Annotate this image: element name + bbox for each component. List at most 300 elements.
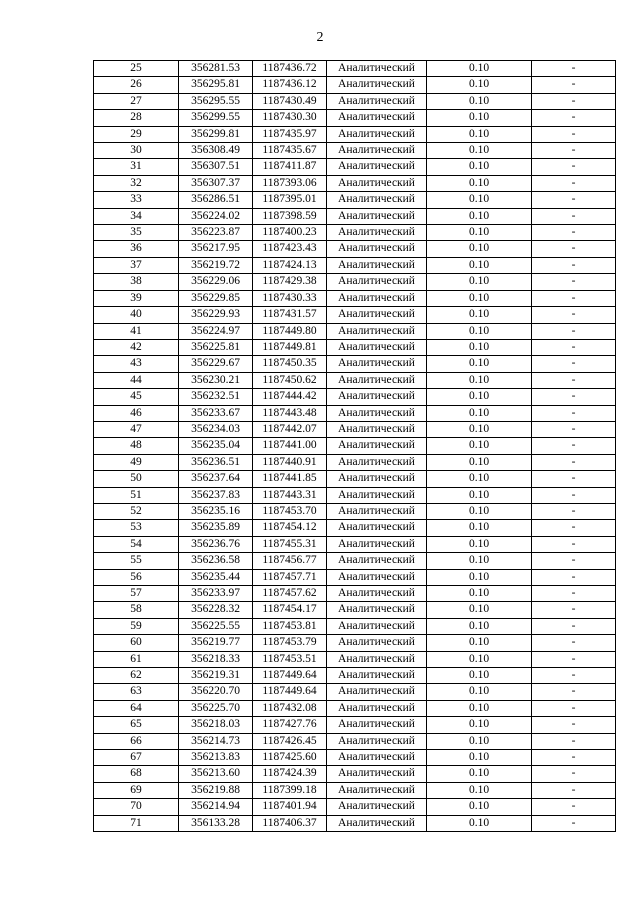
point-number-cell: 36 [94, 241, 179, 257]
table-row [94, 569, 616, 585]
description-cell: - [532, 553, 616, 569]
error-cell: 0.10 [427, 487, 532, 503]
description-cell: - [532, 274, 616, 290]
error-cell: 0.10 [427, 471, 532, 487]
y-coordinate-cell: 1187426.45 [253, 733, 327, 749]
y-coordinate-cell: 1187430.49 [253, 93, 327, 109]
x-coordinate-cell: 356223.87 [179, 225, 253, 241]
table-row [94, 471, 616, 487]
y-coordinate-cell: 1187450.35 [253, 356, 327, 372]
table-row [94, 487, 616, 503]
y-coordinate-cell: 1187442.07 [253, 421, 327, 437]
method-cell: Аналитический [327, 290, 427, 306]
method-cell: Аналитический [327, 225, 427, 241]
description-cell: - [532, 635, 616, 651]
table-row [94, 208, 616, 224]
table-row [94, 766, 616, 782]
point-number-cell: 57 [94, 586, 179, 602]
point-number-cell: 28 [94, 110, 179, 126]
error-cell: 0.10 [427, 389, 532, 405]
table-row [94, 618, 616, 634]
x-coordinate-cell: 356235.44 [179, 569, 253, 585]
description-cell: - [532, 159, 616, 175]
point-number-cell: 32 [94, 175, 179, 191]
method-cell: Аналитический [327, 536, 427, 552]
point-number-cell: 42 [94, 339, 179, 355]
y-coordinate-cell: 1187449.64 [253, 668, 327, 684]
table-row [94, 126, 616, 142]
error-cell: 0.10 [427, 651, 532, 667]
table-row [94, 536, 616, 552]
error-cell: 0.10 [427, 93, 532, 109]
x-coordinate-cell: 356214.94 [179, 799, 253, 815]
x-coordinate-cell: 356224.02 [179, 208, 253, 224]
method-cell: Аналитический [327, 389, 427, 405]
point-number-cell: 40 [94, 307, 179, 323]
method-cell: Аналитический [327, 61, 427, 77]
point-number-cell: 51 [94, 487, 179, 503]
description-cell: - [532, 684, 616, 700]
description-cell: - [532, 143, 616, 159]
point-number-cell: 62 [94, 668, 179, 684]
description-cell: - [532, 520, 616, 536]
description-cell: - [532, 61, 616, 77]
point-number-cell: 29 [94, 126, 179, 142]
x-coordinate-cell: 356233.67 [179, 405, 253, 421]
method-cell: Аналитический [327, 700, 427, 716]
x-coordinate-cell: 356230.21 [179, 372, 253, 388]
error-cell: 0.10 [427, 356, 532, 372]
description-cell: - [532, 356, 616, 372]
x-coordinate-cell: 356224.97 [179, 323, 253, 339]
method-cell: Аналитический [327, 668, 427, 684]
method-cell: Аналитический [327, 274, 427, 290]
table-row [94, 192, 616, 208]
error-cell: 0.10 [427, 815, 532, 831]
description-cell: - [532, 487, 616, 503]
x-coordinate-cell: 356236.58 [179, 553, 253, 569]
error-cell: 0.10 [427, 290, 532, 306]
table-row [94, 372, 616, 388]
description-cell: - [532, 389, 616, 405]
description-cell: - [532, 192, 616, 208]
y-coordinate-cell: 1187455.31 [253, 536, 327, 552]
table-row [94, 602, 616, 618]
method-cell: Аналитический [327, 208, 427, 224]
error-cell: 0.10 [427, 750, 532, 766]
error-cell: 0.10 [427, 126, 532, 142]
method-cell: Аналитический [327, 799, 427, 815]
y-coordinate-cell: 1187454.17 [253, 602, 327, 618]
table-row [94, 257, 616, 273]
description-cell: - [532, 766, 616, 782]
y-coordinate-cell: 1187443.31 [253, 487, 327, 503]
method-cell: Аналитический [327, 553, 427, 569]
x-coordinate-cell: 356234.03 [179, 421, 253, 437]
method-cell: Аналитический [327, 651, 427, 667]
point-number-cell: 48 [94, 438, 179, 454]
table-row [94, 290, 616, 306]
table-row [94, 77, 616, 93]
y-coordinate-cell: 1187453.70 [253, 503, 327, 519]
error-cell: 0.10 [427, 602, 532, 618]
page-number: 2 [316, 30, 324, 45]
method-cell: Аналитический [327, 192, 427, 208]
x-coordinate-cell: 356235.04 [179, 438, 253, 454]
method-cell: Аналитический [327, 503, 427, 519]
table-row [94, 307, 616, 323]
method-cell: Аналитический [327, 323, 427, 339]
point-number-cell: 59 [94, 618, 179, 634]
x-coordinate-cell: 356213.60 [179, 766, 253, 782]
x-coordinate-cell: 356229.85 [179, 290, 253, 306]
x-coordinate-cell: 356299.81 [179, 126, 253, 142]
error-cell: 0.10 [427, 61, 532, 77]
description-cell: - [532, 618, 616, 634]
y-coordinate-cell: 1187435.97 [253, 126, 327, 142]
method-cell: Аналитический [327, 733, 427, 749]
x-coordinate-cell: 356236.76 [179, 536, 253, 552]
description-cell: - [532, 93, 616, 109]
error-cell: 0.10 [427, 635, 532, 651]
table-row [94, 717, 616, 733]
error-cell: 0.10 [427, 684, 532, 700]
error-cell: 0.10 [427, 454, 532, 470]
y-coordinate-cell: 1187450.62 [253, 372, 327, 388]
x-coordinate-cell: 356299.55 [179, 110, 253, 126]
point-number-cell: 69 [94, 782, 179, 798]
method-cell: Аналитический [327, 487, 427, 503]
point-number-cell: 26 [94, 77, 179, 93]
x-coordinate-cell: 356228.32 [179, 602, 253, 618]
method-cell: Аналитический [327, 175, 427, 191]
table-row [94, 93, 616, 109]
x-coordinate-cell: 356232.51 [179, 389, 253, 405]
description-cell: - [532, 815, 616, 831]
table-row [94, 668, 616, 684]
point-number-cell: 58 [94, 602, 179, 618]
point-number-cell: 25 [94, 61, 179, 77]
error-cell: 0.10 [427, 257, 532, 273]
description-cell: - [532, 257, 616, 273]
error-cell: 0.10 [427, 143, 532, 159]
point-number-cell: 41 [94, 323, 179, 339]
error-cell: 0.10 [427, 307, 532, 323]
table-row [94, 61, 616, 77]
method-cell: Аналитический [327, 684, 427, 700]
description-cell: - [532, 110, 616, 126]
y-coordinate-cell: 1187432.08 [253, 700, 327, 716]
y-coordinate-cell: 1187456.77 [253, 553, 327, 569]
method-cell: Аналитический [327, 717, 427, 733]
error-cell: 0.10 [427, 192, 532, 208]
error-cell: 0.10 [427, 208, 532, 224]
method-cell: Аналитический [327, 339, 427, 355]
x-coordinate-cell: 356217.95 [179, 241, 253, 257]
table-row [94, 782, 616, 798]
y-coordinate-cell: 1187449.81 [253, 339, 327, 355]
method-cell: Аналитический [327, 520, 427, 536]
x-coordinate-cell: 356219.88 [179, 782, 253, 798]
y-coordinate-cell: 1187449.64 [253, 684, 327, 700]
x-coordinate-cell: 356225.55 [179, 618, 253, 634]
error-cell: 0.10 [427, 799, 532, 815]
description-cell: - [532, 733, 616, 749]
coordinates-table [93, 60, 616, 832]
description-cell: - [532, 750, 616, 766]
y-coordinate-cell: 1187453.79 [253, 635, 327, 651]
error-cell: 0.10 [427, 520, 532, 536]
x-coordinate-cell: 356225.81 [179, 339, 253, 355]
description-cell: - [532, 586, 616, 602]
description-cell: - [532, 175, 616, 191]
error-cell: 0.10 [427, 241, 532, 257]
error-cell: 0.10 [427, 372, 532, 388]
point-number-cell: 46 [94, 405, 179, 421]
point-number-cell: 39 [94, 290, 179, 306]
y-coordinate-cell: 1187431.57 [253, 307, 327, 323]
method-cell: Аналитический [327, 126, 427, 142]
method-cell: Аналитический [327, 586, 427, 602]
x-coordinate-cell: 356235.89 [179, 520, 253, 536]
description-cell: - [532, 717, 616, 733]
y-coordinate-cell: 1187424.13 [253, 257, 327, 273]
method-cell: Аналитический [327, 307, 427, 323]
y-coordinate-cell: 1187441.85 [253, 471, 327, 487]
y-coordinate-cell: 1187440.91 [253, 454, 327, 470]
x-coordinate-cell: 356295.81 [179, 77, 253, 93]
table-row [94, 241, 616, 257]
x-coordinate-cell: 356307.37 [179, 175, 253, 191]
description-cell: - [532, 339, 616, 355]
description-cell: - [532, 323, 616, 339]
table-row [94, 159, 616, 175]
table-row [94, 438, 616, 454]
point-number-cell: 50 [94, 471, 179, 487]
error-cell: 0.10 [427, 733, 532, 749]
error-cell: 0.10 [427, 159, 532, 175]
x-coordinate-cell: 356219.77 [179, 635, 253, 651]
method-cell: Аналитический [327, 438, 427, 454]
description-cell: - [532, 569, 616, 585]
method-cell: Аналитический [327, 77, 427, 93]
error-cell: 0.10 [427, 618, 532, 634]
error-cell: 0.10 [427, 553, 532, 569]
description-cell: - [532, 77, 616, 93]
table-row [94, 750, 616, 766]
description-cell: - [532, 799, 616, 815]
point-number-cell: 55 [94, 553, 179, 569]
table-row [94, 815, 616, 831]
point-number-cell: 56 [94, 569, 179, 585]
method-cell: Аналитический [327, 110, 427, 126]
point-number-cell: 49 [94, 454, 179, 470]
error-cell: 0.10 [427, 225, 532, 241]
point-number-cell: 61 [94, 651, 179, 667]
error-cell: 0.10 [427, 274, 532, 290]
point-number-cell: 60 [94, 635, 179, 651]
table-row [94, 274, 616, 290]
table-row [94, 405, 616, 421]
x-coordinate-cell: 356286.51 [179, 192, 253, 208]
y-coordinate-cell: 1187454.12 [253, 520, 327, 536]
error-cell: 0.10 [427, 503, 532, 519]
table-row [94, 225, 616, 241]
method-cell: Аналитический [327, 159, 427, 175]
point-number-cell: 54 [94, 536, 179, 552]
y-coordinate-cell: 1187423.43 [253, 241, 327, 257]
method-cell: Аналитический [327, 618, 427, 634]
method-cell: Аналитический [327, 602, 427, 618]
method-cell: Аналитический [327, 93, 427, 109]
point-number-cell: 31 [94, 159, 179, 175]
table-row [94, 356, 616, 372]
error-cell: 0.10 [427, 782, 532, 798]
point-number-cell: 64 [94, 700, 179, 716]
table-row [94, 323, 616, 339]
point-number-cell: 34 [94, 208, 179, 224]
y-coordinate-cell: 1187398.59 [253, 208, 327, 224]
point-number-cell: 67 [94, 750, 179, 766]
y-coordinate-cell: 1187435.67 [253, 143, 327, 159]
y-coordinate-cell: 1187430.30 [253, 110, 327, 126]
point-number-cell: 30 [94, 143, 179, 159]
point-number-cell: 63 [94, 684, 179, 700]
y-coordinate-cell: 1187430.33 [253, 290, 327, 306]
x-coordinate-cell: 356281.53 [179, 61, 253, 77]
error-cell: 0.10 [427, 717, 532, 733]
method-cell: Аналитический [327, 257, 427, 273]
point-number-cell: 38 [94, 274, 179, 290]
x-coordinate-cell: 356237.64 [179, 471, 253, 487]
y-coordinate-cell: 1187457.62 [253, 586, 327, 602]
error-cell: 0.10 [427, 586, 532, 602]
x-coordinate-cell: 356233.97 [179, 586, 253, 602]
description-cell: - [532, 471, 616, 487]
x-coordinate-cell: 356214.73 [179, 733, 253, 749]
description-cell: - [532, 503, 616, 519]
y-coordinate-cell: 1187399.18 [253, 782, 327, 798]
description-cell: - [532, 372, 616, 388]
point-number-cell: 47 [94, 421, 179, 437]
description-cell: - [532, 405, 616, 421]
description-cell: - [532, 225, 616, 241]
point-number-cell: 71 [94, 815, 179, 831]
description-cell: - [532, 700, 616, 716]
error-cell: 0.10 [427, 323, 532, 339]
y-coordinate-cell: 1187444.42 [253, 389, 327, 405]
error-cell: 0.10 [427, 700, 532, 716]
method-cell: Аналитический [327, 356, 427, 372]
method-cell: Аналитический [327, 471, 427, 487]
y-coordinate-cell: 1187429.38 [253, 274, 327, 290]
description-cell: - [532, 421, 616, 437]
table-row [94, 339, 616, 355]
y-coordinate-cell: 1187406.37 [253, 815, 327, 831]
method-cell: Аналитический [327, 241, 427, 257]
x-coordinate-cell: 356219.72 [179, 257, 253, 273]
y-coordinate-cell: 1187395.01 [253, 192, 327, 208]
coordinates-table-body [94, 61, 616, 832]
description-cell: - [532, 126, 616, 142]
table-row [94, 520, 616, 536]
x-coordinate-cell: 356213.83 [179, 750, 253, 766]
table-row [94, 143, 616, 159]
y-coordinate-cell: 1187427.76 [253, 717, 327, 733]
method-cell: Аналитический [327, 766, 427, 782]
error-cell: 0.10 [427, 175, 532, 191]
table-row [94, 733, 616, 749]
x-coordinate-cell: 356133.28 [179, 815, 253, 831]
table-row [94, 389, 616, 405]
table-row [94, 799, 616, 815]
y-coordinate-cell: 1187393.06 [253, 175, 327, 191]
error-cell: 0.10 [427, 339, 532, 355]
x-coordinate-cell: 356225.70 [179, 700, 253, 716]
table-row [94, 175, 616, 191]
method-cell: Аналитический [327, 421, 427, 437]
error-cell: 0.10 [427, 77, 532, 93]
error-cell: 0.10 [427, 569, 532, 585]
error-cell: 0.10 [427, 766, 532, 782]
x-coordinate-cell: 356229.67 [179, 356, 253, 372]
y-coordinate-cell: 1187457.71 [253, 569, 327, 585]
point-number-cell: 45 [94, 389, 179, 405]
description-cell: - [532, 438, 616, 454]
table-row [94, 553, 616, 569]
y-coordinate-cell: 1187400.23 [253, 225, 327, 241]
table-row [94, 110, 616, 126]
error-cell: 0.10 [427, 405, 532, 421]
table-row [94, 586, 616, 602]
point-number-cell: 53 [94, 520, 179, 536]
description-cell: - [532, 307, 616, 323]
table-row [94, 700, 616, 716]
point-number-cell: 27 [94, 93, 179, 109]
point-number-cell: 44 [94, 372, 179, 388]
method-cell: Аналитический [327, 405, 427, 421]
point-number-cell: 65 [94, 717, 179, 733]
y-coordinate-cell: 1187441.00 [253, 438, 327, 454]
error-cell: 0.10 [427, 536, 532, 552]
point-number-cell: 37 [94, 257, 179, 273]
x-coordinate-cell: 356308.49 [179, 143, 253, 159]
x-coordinate-cell: 356235.16 [179, 503, 253, 519]
x-coordinate-cell: 356237.83 [179, 487, 253, 503]
y-coordinate-cell: 1187424.39 [253, 766, 327, 782]
method-cell: Аналитический [327, 569, 427, 585]
y-coordinate-cell: 1187436.12 [253, 77, 327, 93]
x-coordinate-cell: 356220.70 [179, 684, 253, 700]
method-cell: Аналитический [327, 454, 427, 470]
x-coordinate-cell: 356229.06 [179, 274, 253, 290]
method-cell: Аналитический [327, 782, 427, 798]
method-cell: Аналитический [327, 372, 427, 388]
y-coordinate-cell: 1187443.48 [253, 405, 327, 421]
description-cell: - [532, 454, 616, 470]
y-coordinate-cell: 1187453.51 [253, 651, 327, 667]
method-cell: Аналитический [327, 750, 427, 766]
y-coordinate-cell: 1187401.94 [253, 799, 327, 815]
table-row [94, 454, 616, 470]
description-cell: - [532, 241, 616, 257]
x-coordinate-cell: 356218.03 [179, 717, 253, 733]
table-row [94, 635, 616, 651]
description-cell: - [532, 536, 616, 552]
description-cell: - [532, 602, 616, 618]
point-number-cell: 43 [94, 356, 179, 372]
x-coordinate-cell: 356307.51 [179, 159, 253, 175]
